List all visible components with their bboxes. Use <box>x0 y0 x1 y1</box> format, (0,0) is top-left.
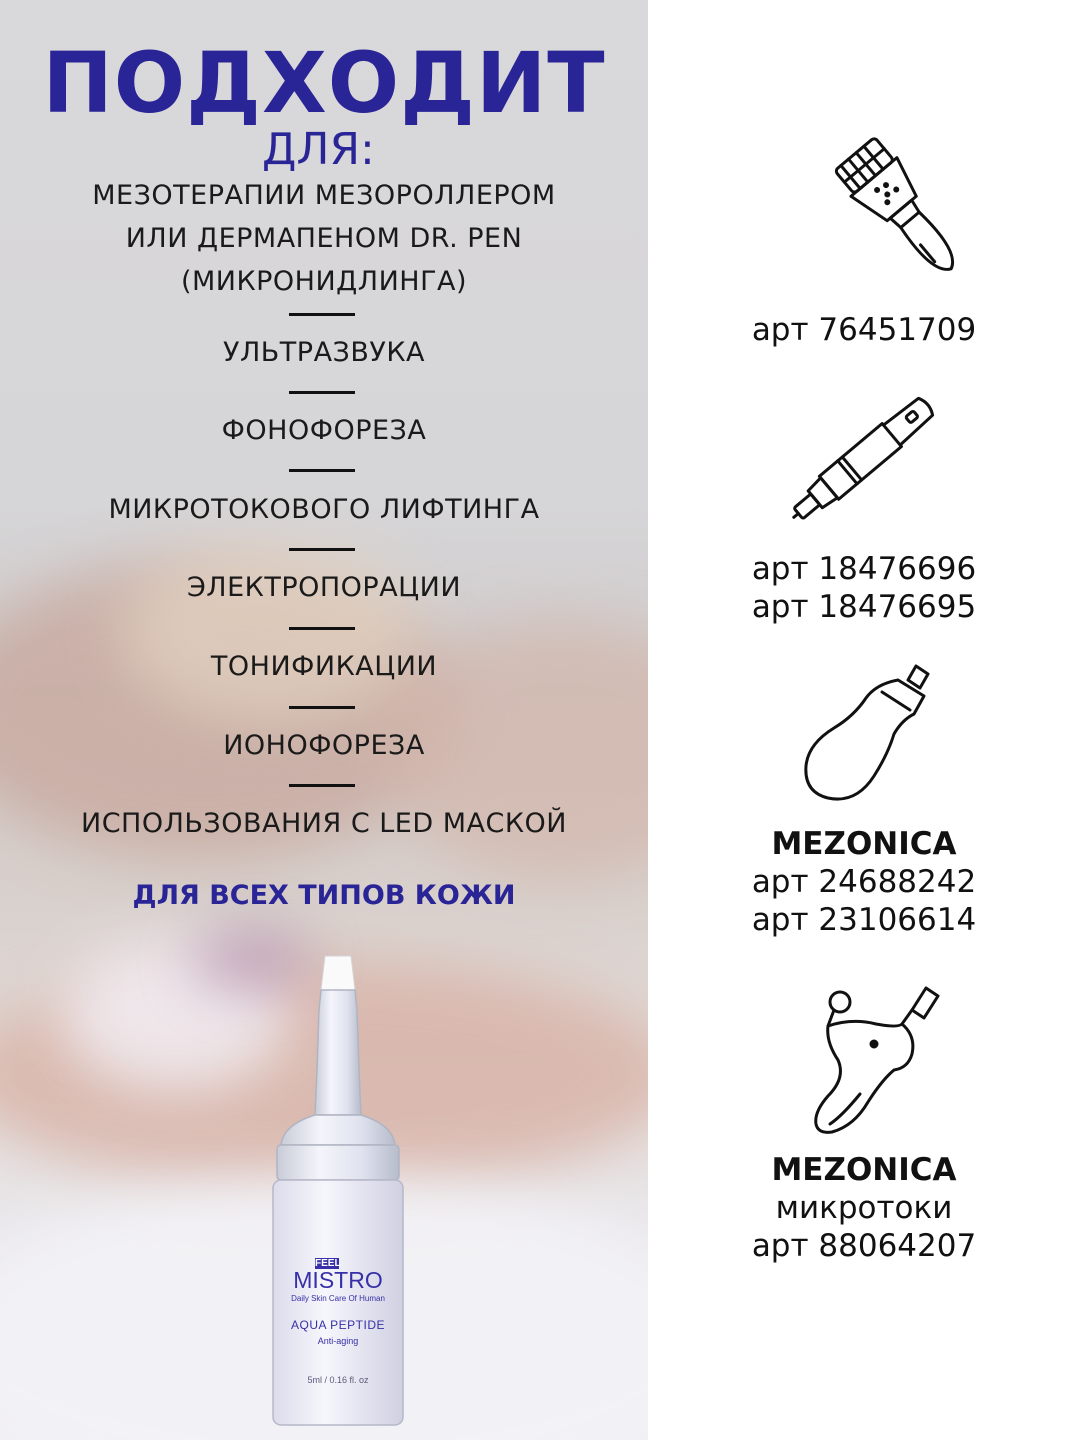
divider <box>289 313 355 316</box>
device-art-line: арт 76451709 <box>751 312 977 348</box>
use-item: МИКРОТОКОВОГО ЛИФТИНГА <box>108 494 540 525</box>
device-art-line: арт 18476696 <box>751 551 977 587</box>
device-brand: MEZONICA <box>771 826 957 862</box>
device-brand: MEZONICA <box>771 1152 957 1188</box>
divider <box>289 784 355 787</box>
device-art-line: арт 23106614 <box>751 902 977 938</box>
right-panel <box>648 0 1080 1440</box>
device-art <box>648 311 1080 349</box>
page-subtitle: ДЛЯ: <box>262 124 375 175</box>
use-item: ТОНИФИКАЦИИ <box>210 651 438 682</box>
use-item: ИСПОЛЬЗОВАНИЯ С LED МАСКОЙ <box>81 808 567 839</box>
use-item-line: МЕЗОТЕРАПИИ МЕЗОРОЛЛЕРОМ <box>92 180 556 211</box>
background-hair-blur <box>120 540 420 720</box>
device-art-line: арт 18476695 <box>751 589 977 625</box>
page-title: ПОДХОДИТ <box>42 34 606 132</box>
use-item-line: (МИКРОНИДЛИНГА) <box>180 266 468 297</box>
device-art <box>648 550 1080 626</box>
use-item <box>0 174 648 303</box>
product-bottle <box>263 950 413 1430</box>
device-art-line: арт 88064207 <box>751 1228 977 1264</box>
product-volume: 5ml / 0.16 fl. oz <box>307 1375 369 1385</box>
use-item: ФОНОФОРЕЗА <box>221 415 427 446</box>
divider <box>289 469 355 472</box>
mesoroller-icon <box>818 128 988 293</box>
product-tagline: Daily Skin Care Of Human <box>291 1294 385 1303</box>
device-art <box>648 1151 1080 1265</box>
dermapen-icon <box>774 376 954 546</box>
use-item: УЛЬТРАЗВУКА <box>223 337 425 368</box>
bottle-shape <box>263 950 413 1430</box>
ultrasonic-device-icon <box>798 658 948 818</box>
divider <box>289 706 355 709</box>
device-art-line: микротоки <box>775 1190 953 1226</box>
product-name: AQUA PEPTIDE <box>290 1318 386 1332</box>
product-type: Anti-aging <box>317 1336 359 1346</box>
use-item-line: ИЛИ ДЕРМАПЕНОМ DR. PEN <box>125 223 523 254</box>
microcurrent-device-icon <box>798 984 958 1144</box>
all-skin-types-label: ДЛЯ ВСЕХ ТИПОВ КОЖИ <box>132 880 516 911</box>
device-art <box>648 825 1080 939</box>
device-art-line: арт 24688242 <box>751 864 977 900</box>
divider <box>289 391 355 394</box>
use-item: ЭЛЕКТРОПОРАЦИИ <box>186 572 462 603</box>
product-logo: FEEL <box>315 1258 341 1269</box>
use-item: ИОНОФОРЕЗА <box>223 730 425 761</box>
divider <box>289 627 355 630</box>
divider <box>289 548 355 551</box>
product-brand: MISTRO <box>293 1267 383 1293</box>
